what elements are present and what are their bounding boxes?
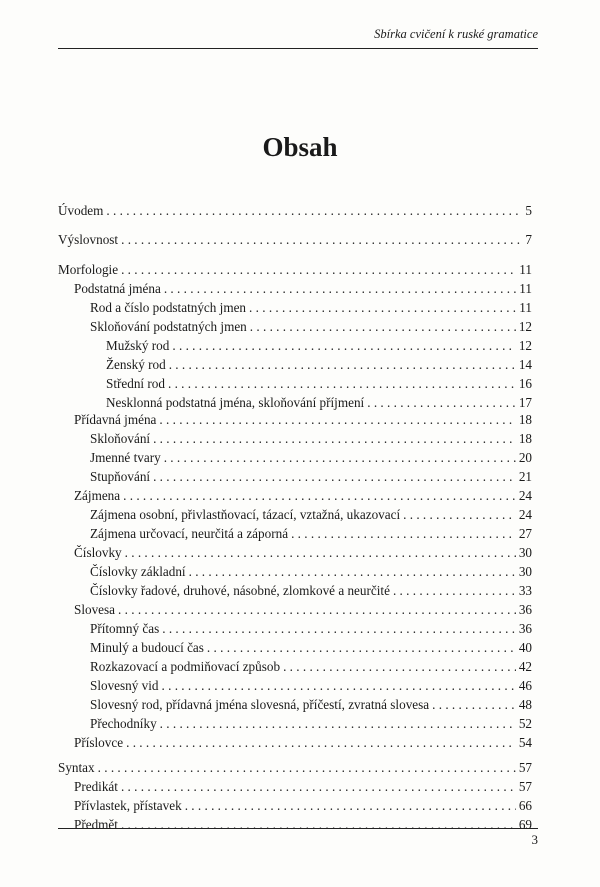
toc-entry-label: Predikát <box>74 779 118 794</box>
toc-entry-page: 11 <box>519 300 532 315</box>
toc-leader-dots <box>123 488 516 504</box>
toc-entry <box>90 319 532 337</box>
toc-entry-page: 11 <box>519 262 532 277</box>
toc-entry <box>58 760 532 778</box>
toc-entry-label: Podstatná jména <box>74 281 161 296</box>
toc-entry-page: 57 <box>518 760 532 775</box>
toc-entry <box>90 583 532 601</box>
toc-entry-label: Číslovky řadové, druhové, násobné, zlomkové a neurčité <box>90 583 390 598</box>
toc-entry <box>90 716 532 734</box>
toc-entry <box>74 735 532 753</box>
toc-entry-label: Úvodem <box>58 203 104 218</box>
toc-entry-page: 54 <box>518 735 532 750</box>
toc-entry <box>58 203 532 221</box>
toc-entry <box>106 338 532 356</box>
toc-leader-dots <box>249 300 516 316</box>
footer-rule <box>58 828 538 829</box>
toc-entry <box>106 395 532 413</box>
toc-entry-page: 11 <box>519 281 532 296</box>
toc-entry-page: 36 <box>518 602 532 617</box>
toc-leader-dots <box>98 760 516 776</box>
toc-entry-label: Stupňování <box>90 469 151 484</box>
toc-entry-label: Zájmena <box>74 488 121 503</box>
toc-entry <box>106 357 532 375</box>
toc-entry-page: 18 <box>518 412 532 427</box>
toc-entry <box>74 817 532 835</box>
toc-leader-dots <box>189 564 516 580</box>
toc-entry-label: Mužský rod <box>106 338 170 353</box>
toc-entry <box>90 526 532 544</box>
page-title: Obsah <box>262 132 338 162</box>
toc-entry <box>90 564 532 582</box>
toc-leader-dots <box>126 735 516 751</box>
toc-entry-label: Předmět <box>74 817 118 832</box>
toc-entry-label: Zájmena určovací, neurčitá a záporná <box>90 526 289 541</box>
toc-leader-dots <box>185 798 516 814</box>
toc-leader-dots <box>393 583 516 599</box>
toc-entry-label: Slovesný rod, přídavná jména slovesná, příčestí, zvratná slovesa <box>90 697 430 712</box>
toc-leader-dots <box>159 412 515 428</box>
toc-leader-dots <box>121 262 516 278</box>
toc-entry <box>58 232 532 250</box>
toc-entry-page: 48 <box>518 697 532 712</box>
toc-entry-page: 57 <box>518 779 532 794</box>
toc-entry <box>74 545 532 563</box>
toc-entry-label: Příslovce <box>74 735 124 750</box>
toc-entry-label: Rozkazovací a podmiňovací způsob <box>90 659 281 674</box>
toc-entry-label: Přítomný čas <box>90 621 160 636</box>
toc-leader-dots <box>106 203 522 219</box>
header-rule <box>58 48 538 49</box>
toc-entry-label: Skloňování podstatných jmen <box>90 319 247 334</box>
toc-entry-label: Střední rod <box>106 376 165 391</box>
toc-entry-label: Syntax <box>58 760 95 775</box>
toc-entry-label: Morfologie <box>58 262 119 277</box>
toc-leader-dots <box>153 431 516 447</box>
toc-entry-page: 12 <box>518 338 532 353</box>
toc-leader-dots <box>162 621 516 637</box>
toc-entry <box>74 281 532 299</box>
toc-leader-dots <box>207 640 516 656</box>
toc-leader-dots <box>172 338 515 354</box>
toc-entry-label: Zájmena osobní, přivlastňovací, tázací, vztažná, ukazovací <box>90 507 401 522</box>
toc-leader-dots <box>162 678 516 694</box>
toc-leader-dots <box>169 357 516 373</box>
toc-entry <box>90 697 532 715</box>
toc-leader-dots <box>168 376 516 392</box>
toc-entry-label: Ženský rod <box>106 357 166 372</box>
toc-entry-page: 20 <box>518 450 532 465</box>
toc-entry-label: Nesklonná podstatná jména, skloňování příjmení <box>106 395 365 410</box>
toc-entry-page: 14 <box>518 357 532 372</box>
toc-entry-page: 17 <box>518 395 532 410</box>
toc-entry <box>90 640 532 658</box>
toc-leader-dots <box>153 469 516 485</box>
toc-entry <box>74 779 532 797</box>
toc-entry-label: Přívlastek, přístavek <box>74 798 182 813</box>
toc-entry <box>90 450 532 468</box>
toc-entry-page: 27 <box>518 526 532 541</box>
toc-entry-page: 24 <box>518 488 532 503</box>
toc-entry-page: 69 <box>518 817 532 832</box>
toc-entry-page: 36 <box>518 621 532 636</box>
toc-leader-dots <box>121 817 516 833</box>
toc-entry-page: 24 <box>518 507 532 522</box>
toc-entry-page: 46 <box>518 678 532 693</box>
toc-leader-dots <box>121 779 516 795</box>
toc-entry-page: 52 <box>518 716 532 731</box>
toc-entry-label: Slovesný vid <box>90 678 159 693</box>
toc-entry-label: Slovesa <box>74 602 116 617</box>
toc-leader-dots <box>283 659 516 675</box>
toc-entry-page: 7 <box>525 232 532 247</box>
toc-entry-label: Přídavná jména <box>74 412 157 427</box>
toc-entry <box>90 431 532 449</box>
page-number: 3 <box>531 832 538 847</box>
toc-entry-page: 30 <box>518 564 532 579</box>
toc-entry-label: Jmenné tvary <box>90 450 161 465</box>
toc-entry <box>90 469 532 487</box>
toc-entry <box>90 678 532 696</box>
toc-entry-page: 33 <box>518 583 532 598</box>
toc-entry-label: Číslovky <box>74 545 122 560</box>
toc-leader-dots <box>291 526 516 542</box>
toc-entry-label: Rod a číslo podstatných jmen <box>90 300 247 315</box>
toc-entry <box>58 262 532 280</box>
toc-entry-label: Výslovnost <box>58 232 119 247</box>
toc-entry <box>90 659 532 677</box>
toc-entry <box>74 602 532 620</box>
toc-entry-page: 42 <box>518 659 532 674</box>
toc-entry <box>74 412 532 430</box>
toc-entry-page: 12 <box>518 319 532 334</box>
toc-leader-dots <box>118 602 516 618</box>
toc-leader-dots <box>432 697 516 713</box>
toc-entry <box>90 621 532 639</box>
toc-entry-label: Skloňování <box>90 431 151 446</box>
running-header-title: Sbírka cvičení k ruské gramatice <box>374 27 538 41</box>
toc-entry-label: Číslovky základní <box>90 564 186 579</box>
toc-entry <box>74 798 532 816</box>
toc-entry-page: 30 <box>518 545 532 560</box>
toc-leader-dots <box>160 716 516 732</box>
toc-entry <box>90 300 532 318</box>
toc-entry <box>74 488 532 506</box>
toc-entry-page: 40 <box>518 640 532 655</box>
toc-entry-label: Přechodníky <box>90 716 157 731</box>
toc-entry-page: 18 <box>518 431 532 446</box>
toc-entry <box>90 507 532 525</box>
toc-entry <box>106 376 532 394</box>
toc-entry-page: 66 <box>518 798 532 813</box>
toc-leader-dots <box>164 281 516 297</box>
toc-leader-dots <box>121 232 522 248</box>
toc-entry-page: 16 <box>518 376 532 391</box>
toc-leader-dots <box>125 545 516 561</box>
toc-entry-page: 21 <box>518 469 532 484</box>
toc-leader-dots <box>367 395 516 411</box>
toc-entry-label: Minulý a budoucí čas <box>90 640 204 655</box>
toc-leader-dots <box>250 319 516 335</box>
toc-entry-page: 5 <box>525 203 532 218</box>
toc-leader-dots <box>403 507 516 523</box>
toc-leader-dots <box>164 450 516 466</box>
